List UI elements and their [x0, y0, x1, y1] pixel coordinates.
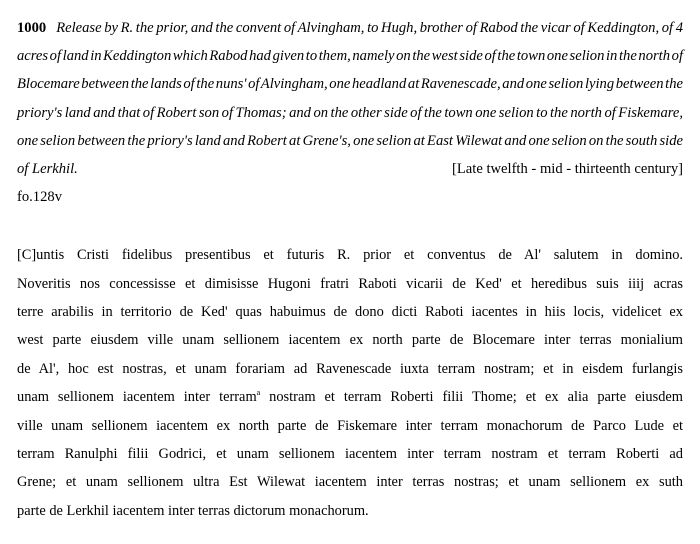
text-line: Noveritis nos concessisse et dimisisse Hugoni fratri Raboti vicarii de Ked' et heredibus suis iiij acras: [17, 275, 683, 292]
entry-summary: [17, 14, 683, 183]
text-line: Grene; et unam sellionem ultra Est Wilewat iacentem inter terras nostras; et unam sellionem ex suth: [17, 474, 683, 491]
footnote-marker: a: [256, 388, 261, 398]
text-line: de Al', hoc est nostras, et unam forariam ad Ravenescade iuxta terram nostram; et in eisdem furlangis: [17, 360, 683, 377]
summary-line: Blocemare between the lands of the nuns' of Alvingham, one headland at Ravenescade, and one selion lying between the: [17, 76, 683, 93]
entry-number: 1000: [17, 20, 47, 36]
text-line: unam sellionem iacentem inter terram$^a$ nostram et terram Roberti filii Thome; et ex alia parte eiusdem: [17, 388, 684, 406]
text-line: terre arabilis in territorio de Ked' quas habuimus de dono dicti Raboti iacentes in hiis locis, videlicet ex: [17, 304, 683, 321]
text-line: parte de Lerkhil iacentem inter terras dictorum monachorum.: [17, 502, 369, 519]
entry-date: [Late twelfth - mid - thirteenth century]: [452, 161, 683, 178]
document-page: [17, 14, 683, 525]
summary-line: 1000 Release by R. the prior, and the convent of Alvingham, to Hugh, brother of Rabod the vicar of Keddington, of 4: [17, 20, 683, 36]
summary-line: acres of land in Keddington which Rabod had given to them, namely on the west side of the town one selion in the north of: [17, 48, 683, 65]
summary-line: one selion between the priory's land and Robert at Grene's, one selion at East Wilewat and one selion on the south side: [17, 132, 683, 149]
summary-line: priory's land and that of Robert son of Thomas; and on the other side of the town one selion to the north of Fiskemare,: [17, 104, 683, 121]
latin-text: [17, 241, 683, 525]
text-line: ville unam sellionem iacentem ex north parte de Fiskemare inter terram monachorum de Parco Lude et: [17, 417, 683, 434]
summary-end: of Lerkhil.: [17, 161, 78, 178]
text-line: [C]untis Cristi fidelibus presentibus et futuris R. prior et conventus de Al' salutem in domino.: [17, 247, 683, 264]
summary-last-line: [17, 155, 683, 183]
text-line: terram Ranulphi filii Godrici, et unam sellionem iacentem inter terram nostram et terram Roberti ad: [17, 446, 683, 463]
folio-reference: fo.128v: [17, 189, 62, 206]
text-line: west parte eiusdem ville unam sellionem iacentem ex north parte de Blocemare inter terras monialium: [17, 332, 683, 349]
